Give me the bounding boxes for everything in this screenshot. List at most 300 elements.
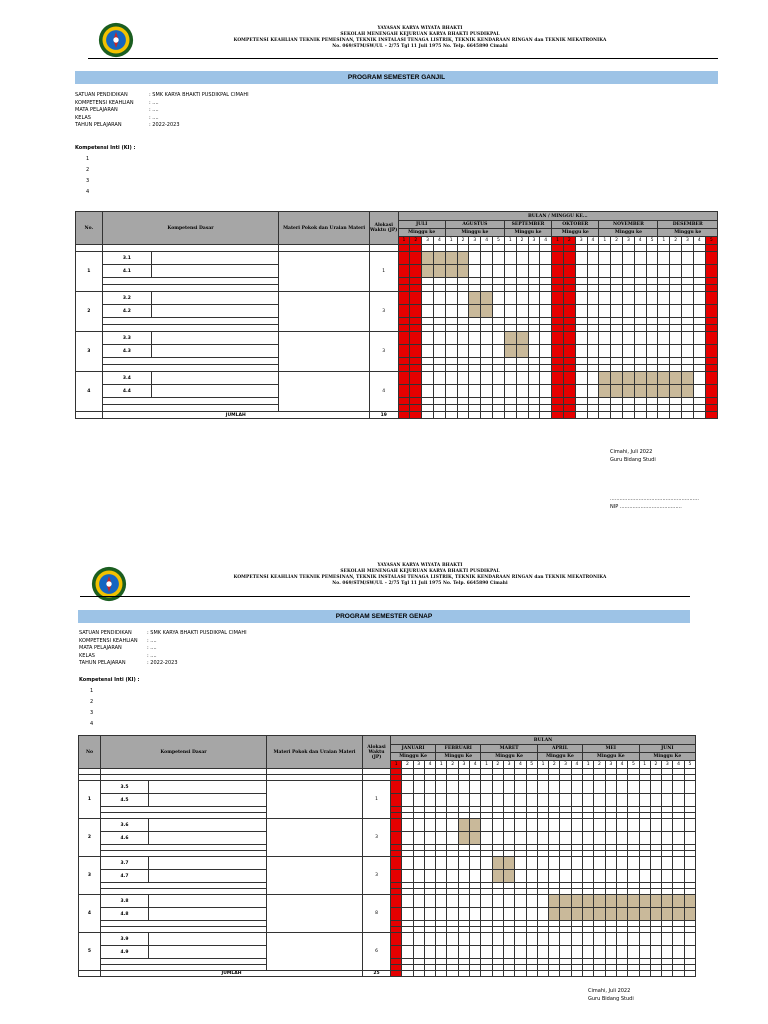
week-cell bbox=[492, 908, 503, 921]
week-cell bbox=[526, 781, 537, 794]
week-cell bbox=[646, 398, 658, 405]
week-cell bbox=[526, 794, 537, 807]
week-cell bbox=[594, 832, 605, 845]
week-number: 1 bbox=[552, 237, 564, 245]
identity-block bbox=[79, 630, 247, 668]
week-cell bbox=[481, 908, 492, 921]
week-cell bbox=[658, 325, 670, 332]
week-cell bbox=[628, 794, 639, 807]
week-cell bbox=[560, 895, 571, 908]
week-cell bbox=[623, 405, 635, 412]
week-cell bbox=[594, 781, 605, 794]
week-cell bbox=[563, 358, 575, 365]
table-cell bbox=[458, 971, 469, 977]
week-cell bbox=[516, 285, 528, 292]
minggu-header: Minggu Ke bbox=[391, 753, 436, 761]
week-cell bbox=[398, 345, 410, 358]
week-cell bbox=[481, 870, 492, 883]
table-cell bbox=[79, 971, 101, 977]
week-cell bbox=[503, 832, 514, 845]
week-cell bbox=[634, 285, 646, 292]
week-cell bbox=[563, 398, 575, 405]
materi-cell bbox=[279, 292, 369, 332]
table-cell bbox=[537, 971, 548, 977]
week-cell bbox=[634, 398, 646, 405]
week-cell bbox=[457, 292, 469, 305]
week-number: 2 bbox=[516, 237, 528, 245]
week-cell bbox=[469, 278, 481, 285]
week-cell bbox=[634, 358, 646, 365]
week-cell bbox=[537, 857, 548, 870]
table-cell bbox=[682, 245, 694, 252]
value-tahun: : 2022-2023 bbox=[149, 122, 180, 128]
foundation-name: YAYASAN KARYA WIYATA BHAKTI bbox=[377, 26, 463, 31]
week-number: 3 bbox=[662, 761, 673, 769]
week-cell bbox=[402, 819, 413, 832]
school-logo bbox=[97, 22, 135, 58]
week-cell bbox=[599, 318, 611, 325]
week-cell bbox=[516, 278, 528, 285]
week-cell bbox=[639, 895, 650, 908]
month-header: APRIL bbox=[537, 745, 582, 753]
week-cell bbox=[599, 305, 611, 318]
week-cell bbox=[571, 895, 582, 908]
table-cell bbox=[470, 971, 481, 977]
week-cell bbox=[422, 305, 434, 318]
week-cell bbox=[481, 933, 492, 946]
week-cell bbox=[646, 345, 658, 358]
week-cell bbox=[402, 946, 413, 959]
week-cell bbox=[528, 252, 540, 265]
week-cell bbox=[413, 895, 424, 908]
week-cell bbox=[540, 372, 552, 385]
week-cell bbox=[447, 857, 458, 870]
week-cell bbox=[575, 278, 587, 285]
table-cell bbox=[575, 245, 587, 252]
week-cell bbox=[504, 305, 516, 318]
table-cell bbox=[599, 245, 611, 252]
week-cell bbox=[481, 325, 493, 332]
week-cell bbox=[413, 794, 424, 807]
jp-value: 3 bbox=[369, 292, 398, 332]
week-cell bbox=[563, 345, 575, 358]
kd-description bbox=[152, 252, 279, 265]
week-cell bbox=[515, 895, 526, 908]
week-cell bbox=[658, 405, 670, 412]
week-cell bbox=[594, 946, 605, 959]
label-kompetensi: KOMPETENSI KEAHLIAN bbox=[79, 637, 138, 644]
week-cell bbox=[575, 405, 587, 412]
week-cell bbox=[526, 870, 537, 883]
month-header: MEI bbox=[583, 745, 639, 753]
week-cell bbox=[504, 292, 516, 305]
table-cell bbox=[646, 245, 658, 252]
month-header: AGUSTUS bbox=[445, 221, 504, 229]
kd-code: 4.9 bbox=[101, 946, 149, 959]
minggu-header: Minggu Ke bbox=[537, 753, 582, 761]
week-cell bbox=[682, 265, 694, 278]
week-number: 1 bbox=[639, 761, 650, 769]
week-cell bbox=[634, 292, 646, 305]
week-number: 1 bbox=[391, 761, 402, 769]
week-cell bbox=[516, 325, 528, 332]
table-cell bbox=[102, 325, 279, 332]
week-cell bbox=[658, 332, 670, 345]
week-cell bbox=[634, 365, 646, 372]
week-number: 1 bbox=[398, 237, 410, 245]
table-cell bbox=[457, 245, 469, 252]
week-cell bbox=[481, 946, 492, 959]
week-cell bbox=[434, 305, 446, 318]
week-cell bbox=[549, 895, 560, 908]
minggu-header: Minggu Ke bbox=[436, 753, 481, 761]
kd-description bbox=[149, 781, 267, 794]
week-cell bbox=[605, 895, 616, 908]
kd-code: 4.8 bbox=[101, 908, 149, 921]
kd-description bbox=[149, 870, 267, 883]
week-cell bbox=[693, 358, 705, 365]
week-cell bbox=[599, 252, 611, 265]
jp-value: 1 bbox=[363, 781, 391, 819]
week-cell bbox=[587, 372, 599, 385]
table-cell bbox=[457, 412, 469, 419]
week-cell bbox=[552, 278, 564, 285]
week-cell bbox=[611, 265, 623, 278]
table-cell bbox=[650, 971, 661, 977]
week-cell bbox=[587, 398, 599, 405]
week-cell bbox=[391, 933, 402, 946]
ki-number: 4 bbox=[90, 721, 94, 727]
week-cell bbox=[445, 345, 457, 358]
week-cell bbox=[673, 933, 684, 946]
week-cell bbox=[634, 332, 646, 345]
row-number: 3 bbox=[76, 332, 103, 372]
table-cell bbox=[447, 971, 458, 977]
table-cell bbox=[445, 412, 457, 419]
week-cell bbox=[413, 946, 424, 959]
week-cell bbox=[587, 265, 599, 278]
week-cell bbox=[469, 252, 481, 265]
week-cell bbox=[434, 398, 446, 405]
week-cell bbox=[503, 857, 514, 870]
week-cell bbox=[434, 385, 446, 398]
registration-line: No. 069/STM/SW/UL – 2/75 Tgl 11 Juli 1975 No. Telp. 6645890 Cimahi bbox=[332, 44, 508, 49]
week-number: 2 bbox=[594, 761, 605, 769]
week-cell bbox=[457, 278, 469, 285]
week-cell bbox=[650, 908, 661, 921]
jp-value: 3 bbox=[363, 819, 391, 857]
week-cell bbox=[605, 819, 616, 832]
value-satuan: : SMK KARYA BHAKTI PUSDIKPAL CIMAHI bbox=[149, 92, 249, 98]
week-cell bbox=[560, 908, 571, 921]
week-cell bbox=[481, 332, 493, 345]
minggu-header: Minggu ke bbox=[445, 229, 504, 237]
table-cell bbox=[469, 412, 481, 419]
total-label: JUMLAH bbox=[102, 412, 369, 419]
kd-code: 4.5 bbox=[101, 794, 149, 807]
week-cell bbox=[673, 946, 684, 959]
week-cell bbox=[575, 318, 587, 325]
week-cell bbox=[552, 318, 564, 325]
page-title: PROGRAM SEMESTER GANJIL bbox=[75, 71, 718, 84]
week-cell bbox=[493, 252, 505, 265]
week-cell bbox=[552, 292, 564, 305]
week-cell bbox=[398, 405, 410, 412]
week-cell bbox=[413, 819, 424, 832]
week-cell bbox=[422, 318, 434, 325]
school-name: SEKOLAH MENENGAH KEJURUAN KARYA BHAKTI PUSDIKPAL bbox=[340, 32, 500, 37]
kd-code: 3.3 bbox=[102, 332, 151, 345]
week-cell bbox=[628, 908, 639, 921]
table-cell bbox=[481, 412, 493, 419]
week-cell bbox=[623, 345, 635, 358]
week-cell bbox=[445, 252, 457, 265]
week-cell bbox=[493, 345, 505, 358]
week-number: 4 bbox=[693, 237, 705, 245]
total-jp: 19 bbox=[369, 412, 398, 419]
week-cell bbox=[646, 305, 658, 318]
week-cell bbox=[445, 318, 457, 325]
week-cell bbox=[693, 278, 705, 285]
week-cell bbox=[424, 933, 435, 946]
week-cell bbox=[516, 358, 528, 365]
week-cell bbox=[650, 832, 661, 845]
week-cell bbox=[445, 372, 457, 385]
week-cell bbox=[646, 332, 658, 345]
table-cell bbox=[611, 245, 623, 252]
table-cell bbox=[76, 245, 103, 252]
week-cell bbox=[540, 398, 552, 405]
week-cell bbox=[481, 819, 492, 832]
week-cell bbox=[469, 398, 481, 405]
week-cell bbox=[504, 332, 516, 345]
table-cell bbox=[422, 412, 434, 419]
week-cell bbox=[587, 292, 599, 305]
week-cell bbox=[504, 285, 516, 292]
week-cell bbox=[670, 358, 682, 365]
week-cell bbox=[422, 285, 434, 292]
week-cell bbox=[436, 819, 447, 832]
week-cell bbox=[434, 292, 446, 305]
week-number: 3 bbox=[503, 761, 514, 769]
header-row bbox=[79, 736, 696, 745]
week-cell bbox=[398, 325, 410, 332]
table-cell bbox=[673, 971, 684, 977]
week-cell bbox=[571, 832, 582, 845]
ki-block bbox=[75, 145, 275, 197]
week-cell bbox=[515, 933, 526, 946]
table-cell bbox=[540, 245, 552, 252]
materi-cell bbox=[267, 857, 363, 895]
week-cell bbox=[434, 325, 446, 332]
week-cell bbox=[611, 405, 623, 412]
week-cell bbox=[575, 252, 587, 265]
week-cell bbox=[575, 345, 587, 358]
week-cell bbox=[434, 265, 446, 278]
table-cell bbox=[693, 245, 705, 252]
week-cell bbox=[682, 278, 694, 285]
week-number: 4 bbox=[424, 761, 435, 769]
header-materi: Materi Pokok dan Uraian Materi bbox=[279, 212, 369, 245]
week-cell bbox=[540, 385, 552, 398]
week-cell bbox=[583, 895, 594, 908]
week-cell bbox=[436, 933, 447, 946]
table-cell bbox=[76, 412, 103, 419]
week-cell bbox=[504, 252, 516, 265]
week-cell bbox=[445, 398, 457, 405]
week-cell bbox=[526, 819, 537, 832]
table-cell bbox=[391, 971, 402, 977]
week-cell bbox=[628, 933, 639, 946]
table-row bbox=[79, 933, 696, 946]
table-cell bbox=[639, 971, 650, 977]
kd-code: 4.3 bbox=[102, 345, 151, 358]
table-cell bbox=[670, 412, 682, 419]
week-cell bbox=[493, 398, 505, 405]
week-cell bbox=[560, 933, 571, 946]
week-cell bbox=[662, 794, 673, 807]
week-cell bbox=[424, 946, 435, 959]
week-cell bbox=[492, 870, 503, 883]
table-cell bbox=[549, 971, 560, 977]
total-label: JUMLAH bbox=[101, 971, 363, 977]
table-cell bbox=[583, 971, 594, 977]
week-cell bbox=[549, 819, 560, 832]
table-cell bbox=[504, 245, 516, 252]
week-cell bbox=[575, 358, 587, 365]
week-cell bbox=[616, 794, 627, 807]
week-cell bbox=[587, 278, 599, 285]
week-cell bbox=[563, 305, 575, 318]
week-cell bbox=[670, 265, 682, 278]
week-cell bbox=[504, 398, 516, 405]
week-cell bbox=[515, 819, 526, 832]
month-header: SEPTEMBER bbox=[504, 221, 551, 229]
week-cell bbox=[493, 385, 505, 398]
week-cell bbox=[537, 781, 548, 794]
week-cell bbox=[634, 372, 646, 385]
week-cell bbox=[673, 832, 684, 845]
materi-cell bbox=[267, 781, 363, 819]
week-cell bbox=[693, 325, 705, 332]
week-cell bbox=[528, 365, 540, 372]
week-cell bbox=[646, 285, 658, 292]
week-cell bbox=[639, 933, 650, 946]
week-cell bbox=[402, 794, 413, 807]
week-cell bbox=[616, 946, 627, 959]
week-cell bbox=[540, 265, 552, 278]
kd-code: 4.2 bbox=[102, 305, 151, 318]
week-cell bbox=[611, 385, 623, 398]
header-row bbox=[76, 212, 718, 221]
week-cell bbox=[560, 819, 571, 832]
week-cell bbox=[560, 946, 571, 959]
week-cell bbox=[628, 781, 639, 794]
week-cell bbox=[628, 870, 639, 883]
week-cell bbox=[587, 358, 599, 365]
week-cell bbox=[458, 781, 469, 794]
week-cell bbox=[434, 318, 446, 325]
kd-description bbox=[152, 345, 279, 358]
week-cell bbox=[528, 265, 540, 278]
week-cell bbox=[684, 832, 695, 845]
label-tahun: TAHUN PELAJARAN bbox=[79, 660, 126, 666]
week-cell bbox=[481, 345, 493, 358]
week-cell bbox=[705, 365, 717, 372]
week-cell bbox=[457, 405, 469, 412]
week-cell bbox=[594, 933, 605, 946]
week-cell bbox=[639, 832, 650, 845]
table-cell bbox=[102, 245, 279, 252]
week-number: 3 bbox=[605, 761, 616, 769]
week-cell bbox=[504, 278, 516, 285]
week-cell bbox=[552, 285, 564, 292]
table-cell bbox=[684, 971, 695, 977]
week-cell bbox=[682, 332, 694, 345]
table-cell bbox=[616, 971, 627, 977]
week-cell bbox=[639, 946, 650, 959]
competencies-line: KOMPETENSI KEAHLIAN TEKNIK PEMESINAN, TEKNIK INSTALASI TENAGA LISTRIK, TEKNIK KENDARAAN RINGAN dan TEKNIK MEKATRONIKA bbox=[233, 575, 607, 580]
week-number: 1 bbox=[599, 237, 611, 245]
week-cell bbox=[398, 365, 410, 372]
week-cell bbox=[410, 332, 422, 345]
week-cell bbox=[571, 794, 582, 807]
week-cell bbox=[611, 325, 623, 332]
week-cell bbox=[575, 285, 587, 292]
month-header: DESEMBER bbox=[658, 221, 718, 229]
week-cell bbox=[516, 292, 528, 305]
week-cell bbox=[549, 794, 560, 807]
week-cell bbox=[682, 358, 694, 365]
week-cell bbox=[639, 781, 650, 794]
week-cell bbox=[571, 870, 582, 883]
week-cell bbox=[658, 252, 670, 265]
week-cell bbox=[684, 781, 695, 794]
week-cell bbox=[684, 933, 695, 946]
week-number: 3 bbox=[413, 761, 424, 769]
week-cell bbox=[410, 345, 422, 358]
week-number: 5 bbox=[646, 237, 658, 245]
table-cell bbox=[563, 245, 575, 252]
table-cell bbox=[493, 245, 505, 252]
kd-code: 4.7 bbox=[101, 870, 149, 883]
week-cell bbox=[398, 358, 410, 365]
week-cell bbox=[493, 325, 505, 332]
week-cell bbox=[493, 365, 505, 372]
week-cell bbox=[503, 895, 514, 908]
week-cell bbox=[402, 781, 413, 794]
week-cell bbox=[583, 946, 594, 959]
week-cell bbox=[410, 325, 422, 332]
table-cell bbox=[516, 245, 528, 252]
label-kompetensi: KOMPETENSI KEAHLIAN bbox=[75, 99, 134, 106]
week-cell bbox=[493, 358, 505, 365]
week-cell bbox=[662, 819, 673, 832]
week-cell bbox=[504, 345, 516, 358]
week-cell bbox=[504, 318, 516, 325]
ki-number: 2 bbox=[90, 699, 94, 705]
week-cell bbox=[410, 358, 422, 365]
week-cell bbox=[424, 870, 435, 883]
week-cell bbox=[457, 325, 469, 332]
week-number: 1 bbox=[436, 761, 447, 769]
week-cell bbox=[605, 933, 616, 946]
week-cell bbox=[650, 819, 661, 832]
table-cell bbox=[575, 412, 587, 419]
week-cell bbox=[682, 318, 694, 325]
table-cell bbox=[571, 971, 582, 977]
month-header: JULI bbox=[398, 221, 445, 229]
